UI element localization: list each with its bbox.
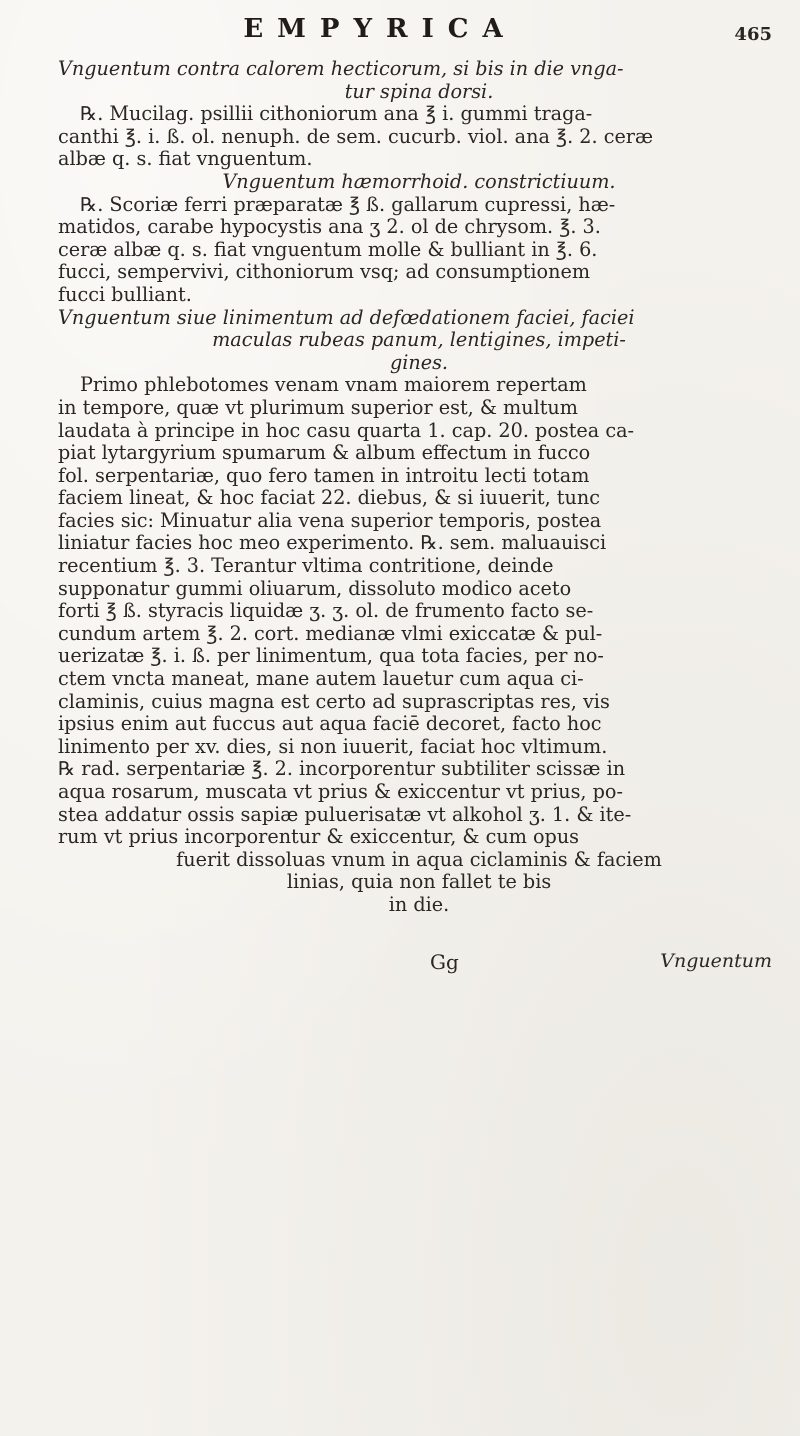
text-line: ctem vncta maneat, mane autem lauetur cum aqua ci- xyxy=(58,667,584,691)
text-line: gines. xyxy=(389,350,449,374)
page-number: 465 xyxy=(734,24,772,45)
text-line: canthi ℥. i. ß. ol. nenuph. de sem. cucurb. viol. ana ℥. 2. ceræ xyxy=(58,124,654,148)
text-line: claminis, cuius magna est certo ad suprascriptas res, vis xyxy=(58,689,610,713)
text-line: stea addatur ossis sapiæ puluerisatæ vt alkohol ʒ. 1. & ite- xyxy=(58,802,632,826)
text-line: ℞. Scoriæ ferri præparatæ ℥ ß. gallarum cupressi, hæ- xyxy=(80,192,616,216)
text-line: cundum artem ℥. 2. cort. medianæ vlmi exiccatæ & pul- xyxy=(58,621,603,645)
text-line: ℞ rad. serpentariæ ℥. 2. incorporentur subtiliter scissæ in xyxy=(58,757,626,781)
text-line: Primo phlebotomes venam vnam maiorem repertam xyxy=(80,373,587,397)
page-header xyxy=(0,14,800,54)
signature-mark: Gg xyxy=(430,950,459,974)
text-line: Vnguentum contra calorem hecticorum, si bis in die vnga- xyxy=(58,57,624,80)
page-footer xyxy=(0,950,800,990)
text-line: Vnguentum siue linimentum ad defœdationem faciei, faciei xyxy=(58,305,635,329)
text-line: uerizatæ ℥. i. ß. per linimentum, qua tota facies, per no- xyxy=(58,644,604,668)
text-line: facies sic: Minuatur alia vena superior temporis, postea xyxy=(58,508,602,532)
text-line: linias, quia non fallet te bis xyxy=(286,870,552,894)
text-line: maculas rubeas panum, lentigines, impeti- xyxy=(212,328,626,352)
text-line: in tempore, quæ vt plurimum superior est, & multum xyxy=(58,395,578,419)
text-line: faciem lineat, & hoc faciat 22. diebus, & si iuuerit, tunc xyxy=(58,486,600,510)
text-line: albæ q. s. fiat vnguentum. xyxy=(58,147,313,171)
text-line: forti ℥ ß. styracis liquidæ ʒ. ʒ. ol. de frumento facto se- xyxy=(58,599,594,623)
text-line: liniatur facies hoc meo experimento. ℞. sem. maluauisci xyxy=(58,531,607,555)
text-line: laudata à principe in hoc casu quarta 1. cap. 20. postea ca- xyxy=(58,418,634,442)
text-line: Vnguentum hæmorrhoid. constrictiuum. xyxy=(222,169,616,193)
catchword: Vnguentum xyxy=(660,950,772,972)
text-line: supponatur gummi oliuarum, dissoluto modico aceto xyxy=(58,576,572,600)
running-head: EMPYRICA xyxy=(243,14,517,44)
text-line: tur spina dorsi. xyxy=(344,79,494,103)
text-line: ℞. Mucilag. psillii cithoniorum ana ℥ i. gummi traga- xyxy=(80,102,593,126)
text-body xyxy=(58,58,780,917)
text-line: fucci, sempervivi, cithoniorum vsq; ad consumptionem xyxy=(58,260,591,284)
text-line: linimento per xv. dies, si non iuuerit, faciat hoc vltimum. xyxy=(58,734,608,758)
text-line: recentium ℥. 3. Terantur vltima contritione, deinde xyxy=(58,554,554,578)
text-line: rum vt prius incorporentur & exiccentur, & cum opus xyxy=(58,825,580,849)
text-line: matidos, carabe hypocystis ana ʒ 2. ol de chrysom. ℥. 3. xyxy=(58,215,601,239)
text-line: ceræ albæ q. s. fiat vnguentum molle & bulliant in ℥. 6. xyxy=(58,237,598,261)
text-line: ipsius enim aut fuccus aut aqua faciē decoret, facto hoc xyxy=(58,712,602,736)
text-line: in die. xyxy=(388,892,450,916)
text-line: fol. serpentariæ, quo fero tamen in introitu lecti totam xyxy=(58,463,590,487)
text-line: piat lytargyrium spumarum & album effectum in fucco xyxy=(58,441,591,465)
text-line: fuerit dissoluas vnum in aqua ciclaminis & faciem xyxy=(176,847,662,871)
text-line: aqua rosarum, muscata vt prius & exiccentur vt prius, po- xyxy=(58,780,623,803)
text-line: fucci bulliant. xyxy=(58,282,192,306)
